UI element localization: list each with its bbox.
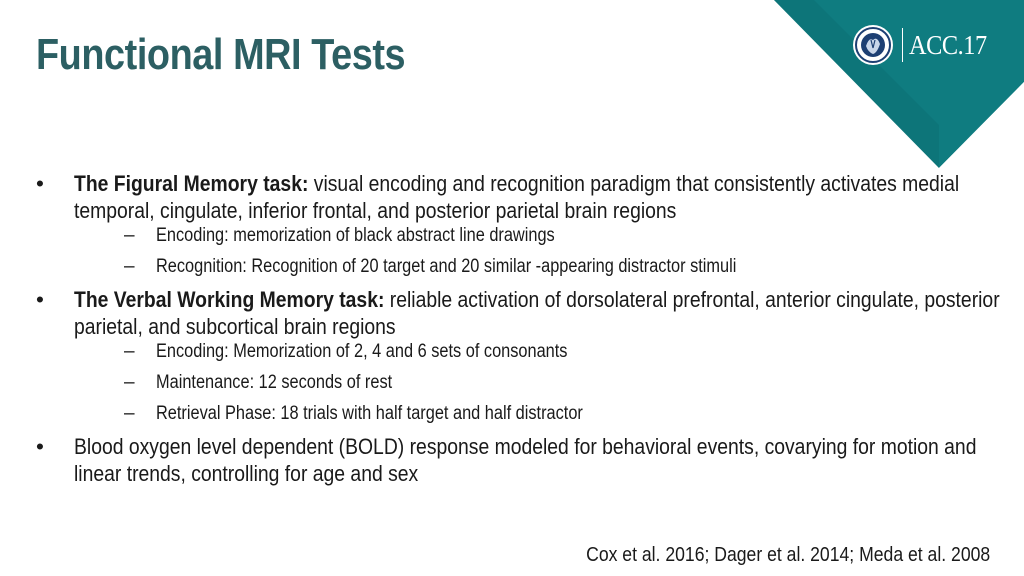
bullet-marker: • — [36, 434, 44, 459]
logo-text: ACC.17 — [909, 29, 987, 60]
sub-bullet-text: Maintenance: 12 seconds of rest — [156, 372, 393, 393]
sub-marker: – — [124, 341, 135, 362]
slide-title: Functional MRI Tests — [36, 30, 406, 79]
bullet-lead: The Verbal Working Memory task: — [74, 287, 385, 312]
sub-bullet-text: Retrieval Phase: 18 trials with half target and half distractor — [156, 403, 583, 424]
acc-seal-icon — [852, 24, 894, 66]
bullet-marker: • — [36, 287, 44, 312]
sub-bullet — [74, 402, 1006, 425]
sub-bullet-text: Encoding: memorization of black abstract line drawings — [156, 225, 555, 246]
sub-bullet-text: Encoding: Memorization of 2, 4 and 6 sets of consonants — [156, 341, 568, 362]
sub-bullet — [74, 371, 1006, 394]
sub-bullet — [74, 255, 1006, 278]
bullet-lead: The Figural Memory task: — [74, 171, 309, 196]
citation: Cox et al. 2016; Dager et al. 2014; Meda et al. 2008 — [585, 544, 990, 566]
bullet-list — [36, 170, 1006, 487]
bullet-text: Blood oxygen level dependent (BOLD) response modeled for behavioral events, covarying for motion and linear trends, controlling for age and sex — [74, 434, 977, 486]
bullet-figural-memory — [36, 170, 1006, 278]
sub-list — [74, 340, 1006, 425]
bullet-body: visual encoding and recognition paradigm that consistently activates medial temporal, cingulate, inferior frontal, and posterior parietal brain regions — [74, 171, 960, 223]
bullet-body: reliable activation of dorsolateral prefrontal, anterior cingulate, posterior parietal, and subcortical brain regions — [74, 287, 1000, 339]
bullet-verbal-working-memory — [36, 286, 1006, 425]
slide-content — [36, 170, 1006, 489]
sub-list — [74, 224, 1006, 278]
sub-marker: – — [124, 372, 135, 393]
bullet-bold-response — [36, 433, 1006, 487]
sub-bullet-text: Recognition: Recognition of 20 target and 20 similar -appearing distractor stimuli — [156, 256, 737, 277]
sub-bullet — [74, 224, 1006, 247]
sub-marker: – — [124, 225, 135, 246]
bullet-text — [74, 170, 1004, 224]
bullet-marker: • — [36, 171, 44, 196]
bullet-text — [74, 286, 1004, 340]
sub-marker: – — [124, 256, 135, 277]
acc-logo — [852, 24, 995, 66]
sub-marker: – — [124, 403, 135, 424]
sub-bullet — [74, 340, 1006, 363]
logo-divider — [902, 28, 903, 62]
